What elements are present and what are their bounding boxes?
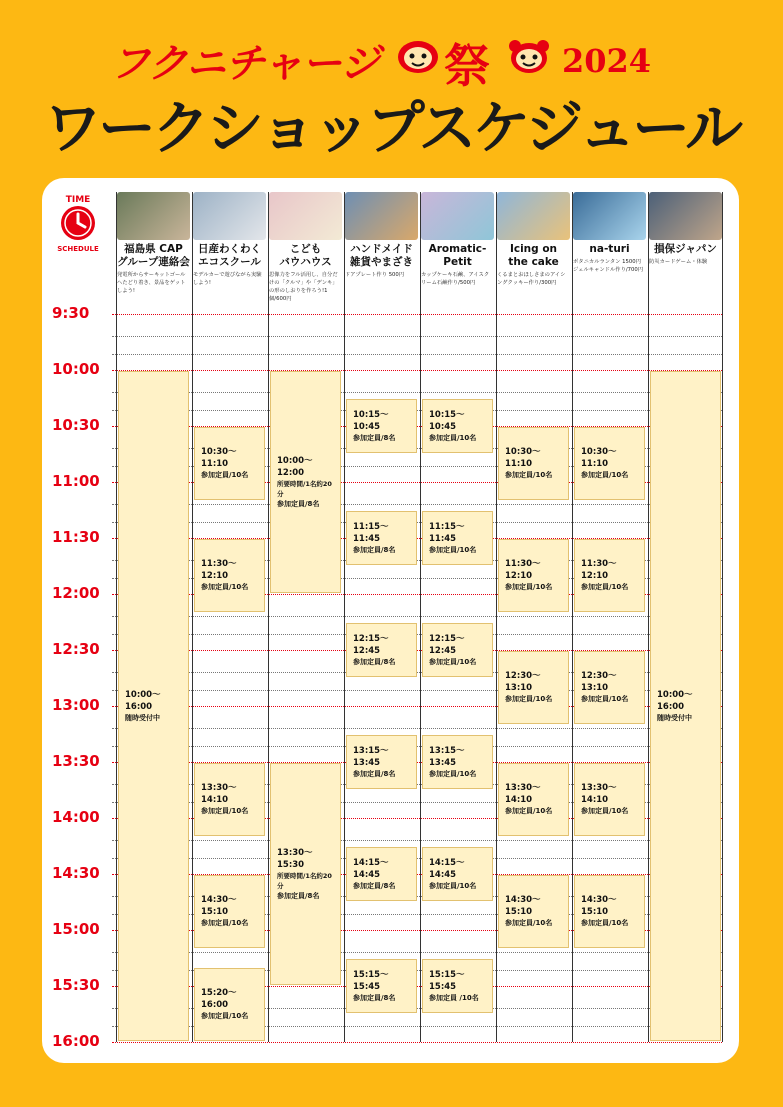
time-tick: 12:30 [52,640,100,658]
ten-minute-line [112,354,722,355]
session-block [498,651,569,724]
session-block [574,539,645,612]
mascot-right-icon [507,38,551,74]
workshop-name: Aromatic- Petit [428,243,487,268]
ten-minute-line [112,728,722,729]
time-tick: 12:00 [52,584,100,602]
workshop-column-header [573,192,646,274]
time-label: TIME [65,195,91,205]
session-block [422,735,493,789]
ten-minute-line [112,746,722,747]
time-tick: 14:30 [52,864,100,882]
ten-minute-line [112,616,722,617]
brand-header [0,28,783,93]
session-capacity: 参加定員/8名 [353,545,396,554]
session-capacity: 参加定員/8名 [277,891,320,900]
session-capacity: 参加定員 /10名 [429,993,479,1002]
workshop-column-header [193,192,266,287]
workshop-description: ボタニカルランタン 1500円 ジェルキャンドル作り/700円 [573,259,644,273]
workshop-name: 福島県 CAP グループ連絡会 [117,243,190,268]
workshop-description: 防災カードゲーム・体験 [649,259,708,265]
workshop-description: 発電所からサーキットゴールへたどり着き、景品をゲットしよう! [117,272,186,294]
session-capacity: 参加定員/10名 [429,433,477,442]
session-capacity: 参加定員/10名 [581,918,629,927]
ten-minute-line [112,336,722,337]
workshop-name: ハンドメイド 雑貨やまざき [350,243,413,268]
ten-minute-line [112,634,722,635]
ten-minute-line [112,522,722,523]
column-divider [722,192,723,1042]
session-time: 10:00〜16:00 [125,689,161,712]
time-tick: 16:00 [52,1032,100,1050]
session-time: 11:30〜12:10 [201,558,237,581]
session-capacity: 参加定員/10名 [429,657,477,666]
session-block [270,371,341,593]
session-time: 11:15〜11:45 [429,521,465,544]
lantern-photo [573,192,646,240]
kids-game-photo [649,192,722,240]
group-photo [117,192,190,240]
half-hour-line [112,1042,722,1043]
bookmark-photo [269,192,342,240]
session-capacity: 参加定員/8名 [353,657,396,666]
session-time: 10:00〜12:00 [277,455,313,478]
session-time: 14:15〜14:45 [353,857,389,880]
session-time: 13:30〜14:10 [505,782,541,805]
session-time: 15:15〜15:45 [353,969,389,992]
schedule-label: SCHEDULE [57,245,99,253]
ten-minute-line [112,840,722,841]
session-time: 14:30〜15:10 [581,894,617,917]
workshop-column-header [649,192,722,266]
session-capacity: 参加定員/10名 [581,582,629,591]
session-time: 15:20〜16:00 [201,988,237,1011]
session-block [346,623,417,677]
session-capacity: 参加定員/8名 [353,769,396,778]
session-block [194,875,265,948]
session-capacity: 参加定員/10名 [429,881,477,890]
workshop-description: ドアプレート作り 500円 [345,272,405,278]
session-capacity: 参加定員/8名 [353,993,396,1002]
session-block [574,651,645,724]
model-car-photo [193,192,266,240]
cookie-photo [497,192,570,240]
session-block [498,539,569,612]
time-tick: 15:00 [52,920,100,938]
session-capacity: 参加定員/10名 [581,470,629,479]
workshop-column-header [497,192,570,287]
session-capacity: 参加定員/10名 [201,1012,249,1021]
session-duration: 所要時間/1名約20分 [277,871,332,890]
session-block [650,371,721,1041]
session-block [346,511,417,565]
ten-minute-line [112,410,722,411]
workshop-column-header [269,192,342,303]
ten-minute-line [112,504,722,505]
session-capacity: 参加定員/10名 [201,918,249,927]
workshop-column-header [421,192,494,287]
session-block [194,539,265,612]
session-block [194,968,265,1041]
session-time: 13:30〜15:30 [277,847,313,870]
session-block [498,763,569,836]
session-capacity: 参加定員/10名 [581,806,629,815]
session-time: 11:15〜11:45 [353,521,389,544]
session-time: 10:15〜10:45 [353,409,389,432]
session-block [574,427,645,500]
soap-photo [421,192,494,240]
clock-icon [60,205,96,241]
session-time: 14:30〜15:10 [201,894,237,917]
session-time: 12:30〜13:10 [505,670,541,693]
session-capacity: 参加定員/10名 [505,470,553,479]
session-time: 10:30〜11:10 [505,446,541,469]
session-capacity: 参加定員/10名 [429,769,477,778]
session-block [346,399,417,453]
time-tick: 11:30 [52,528,100,546]
session-duration: 所要時間/1名約20分 [277,479,332,498]
session-capacity: 参加定員/8名 [353,433,396,442]
time-tick: 13:30 [52,752,100,770]
session-block [422,511,493,565]
session-time: 10:00〜16:00 [657,689,693,712]
session-block [422,623,493,677]
session-time: 13:30〜14:10 [201,782,237,805]
session-block [194,763,265,836]
session-capacity: 随時受付中 [125,713,160,722]
session-block [270,763,341,985]
session-block [422,399,493,453]
session-capacity: 参加定員/10名 [505,694,553,703]
session-capacity: 参加定員/10名 [201,582,249,591]
workshop-name: na-turi [589,243,630,255]
session-capacity: 参加定員/10名 [505,918,553,927]
workshop-name: こども バウハウス [279,243,332,268]
session-time: 12:15〜12:45 [429,633,465,656]
session-block [346,959,417,1013]
time-tick: 14:00 [52,808,100,826]
session-block [574,875,645,948]
brand-name: フクニチャージ [110,41,379,87]
session-time: 15:15〜15:45 [429,969,465,992]
session-time: 13:30〜14:10 [581,782,617,805]
session-block [498,875,569,948]
workshop-name: Icing on the cake [508,243,559,268]
workshop-description: 思像力をフル活用し、自分だけの「クルマ」や「デンキ」の形のしおりを作ろう!1個/600円 [269,272,338,302]
time-tick: 9:30 [52,304,90,322]
time-tick: 13:00 [52,696,100,714]
session-capacity: 参加定員/8名 [353,881,396,890]
session-block [346,847,417,901]
session-block [422,847,493,901]
session-capacity: 参加定員/10名 [505,806,553,815]
session-capacity: 参加定員/10名 [505,582,553,591]
session-time: 13:15〜13:45 [429,745,465,768]
workshop-description: くるまとおほしさまのアイシングクッキー作り/300円 [497,272,566,286]
door-plate-photo [345,192,418,240]
ten-minute-line [112,392,722,393]
session-time: 10:30〜11:10 [201,446,237,469]
session-capacity: 随時受付中 [657,713,692,722]
session-time: 11:30〜12:10 [505,558,541,581]
session-capacity: 参加定員/10名 [581,694,629,703]
session-time: 10:30〜11:10 [581,446,617,469]
page-title: ワークショップスケジュール [43,94,740,162]
time-tick: 10:00 [52,360,100,378]
time-badge [52,195,104,253]
session-block [574,763,645,836]
session-block [498,427,569,500]
session-block [346,735,417,789]
session-capacity: 参加定員/10名 [201,806,249,815]
session-block [194,427,265,500]
workshop-description: カップケーキ石鹸、アイスクリーム石鹸作り/500円 [421,272,490,286]
time-tick: 10:30 [52,416,100,434]
session-time: 10:15〜10:45 [429,409,465,432]
session-block [118,371,189,1041]
session-capacity: 参加定員/8名 [277,499,320,508]
workshop-description: モデルカーで遊びながら実験しよう! [193,272,262,286]
time-tick: 15:30 [52,976,100,994]
session-block [422,959,493,1013]
time-tick: 11:00 [52,472,100,490]
session-time: 11:30〜12:10 [581,558,617,581]
session-capacity: 参加定員/10名 [201,470,249,479]
workshop-column-header [345,192,418,279]
mascot-left-icon [396,38,440,74]
ten-minute-line [112,858,722,859]
workshop-name: 日産わくわく エコスクール [198,243,261,268]
event-year: 2024 [562,42,652,80]
ten-minute-line [112,952,722,953]
session-time: 14:15〜14:45 [429,857,465,880]
workshop-column-header [117,192,190,295]
session-time: 12:15〜12:45 [353,633,389,656]
session-capacity: 参加定員/10名 [429,545,477,554]
session-time: 12:30〜13:10 [581,670,617,693]
session-time: 14:30〜15:10 [505,894,541,917]
session-time: 13:15〜13:45 [353,745,389,768]
half-hour-line [112,314,722,315]
festival-kanji: 祭 [444,39,490,93]
half-hour-line [112,370,722,371]
workshop-name: 損保ジャパン [654,243,717,255]
